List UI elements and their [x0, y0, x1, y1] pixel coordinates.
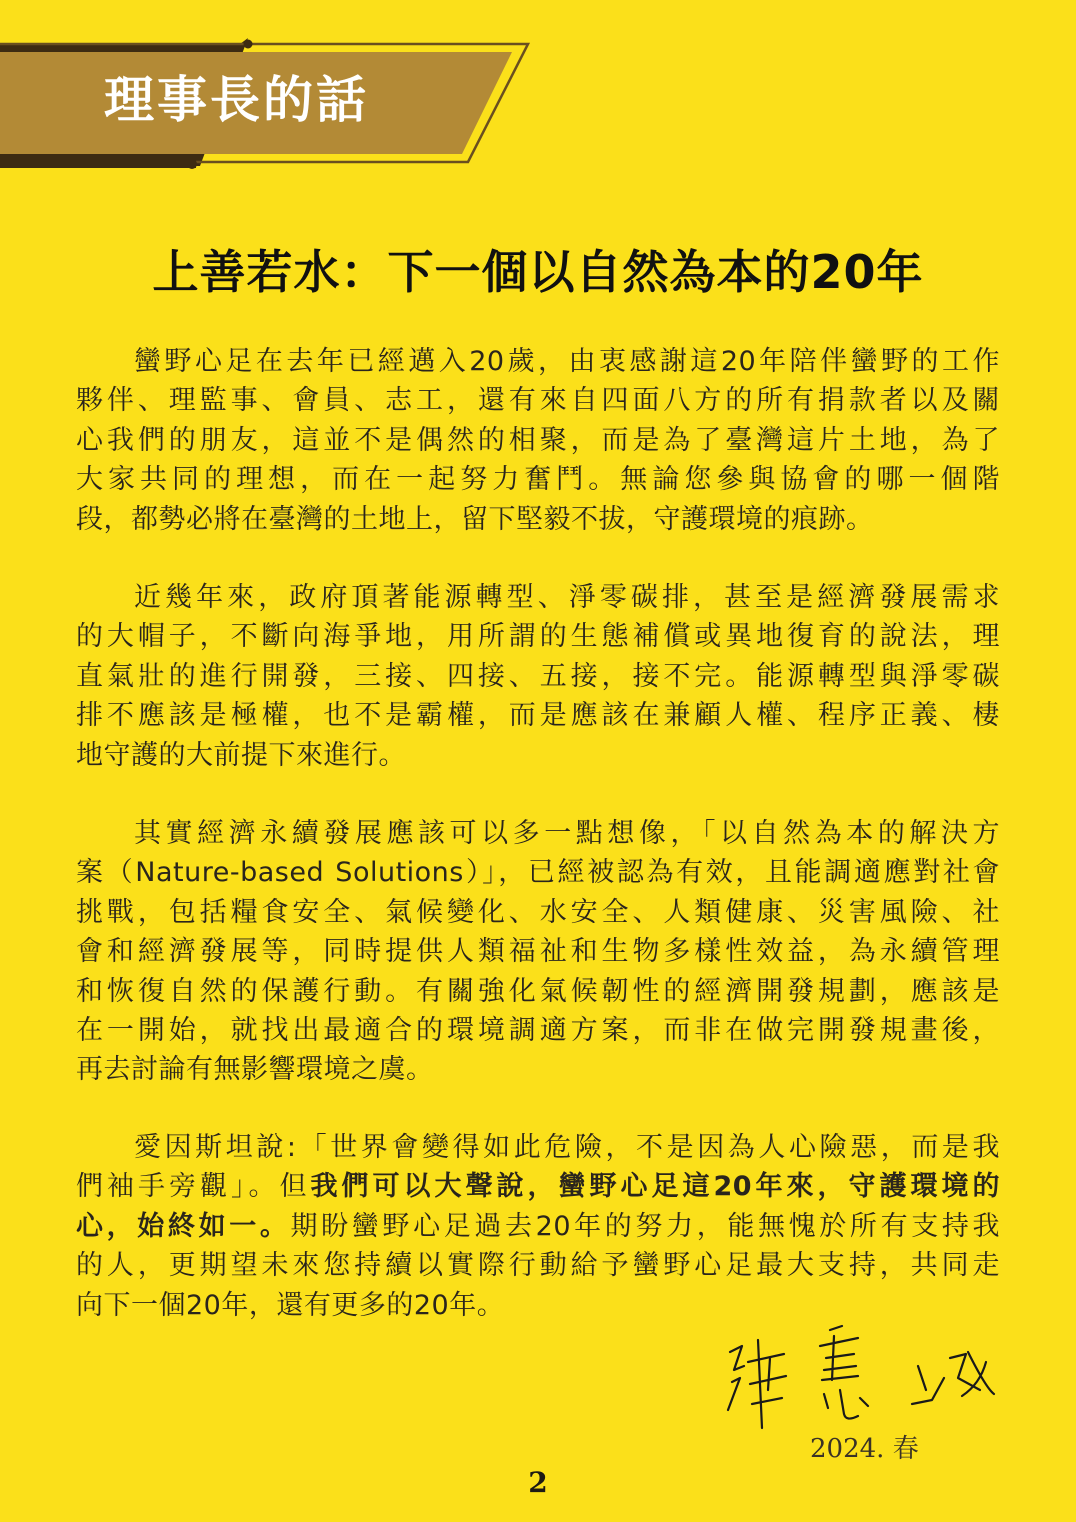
- paragraph-line: 再去討論有無影響環境之虞。: [76, 1054, 434, 1086]
- page-number: 2: [528, 1466, 548, 1499]
- banner-dot-top: [244, 40, 253, 49]
- signature-date: 2024. 春: [810, 1434, 919, 1464]
- paragraph-2: [76, 578, 1000, 775]
- paragraph-line: 挑戰，包括糧食安全、氣候變化、水安全、人類健康、災害風險、社: [76, 896, 1000, 928]
- banner-bottom-bar: [0, 156, 196, 168]
- paragraph-line: 愛因斯坦說:「世界會變得如此危險，不是因為人心險惡，而是我: [134, 1132, 1000, 1163]
- paragraph-line: 案（Nature-based Solutions）」，已經被認為有效，且能調適應對社會: [76, 857, 1000, 889]
- article-headline: 上善若水：下一個以自然為本的20年: [152, 245, 924, 299]
- paragraph-line: 的大帽子，不斷向海爭地，用所謂的生態補償或異地復育的說法，理: [76, 621, 1000, 653]
- plain-text: 期盼蠻野心足過去20年的努力，能無愧於所有支持我: [290, 1210, 1000, 1242]
- paragraph-line: 和恢復自然的保護行動。有關強化氣候韌性的經濟開發規劃，應該是: [76, 975, 1000, 1007]
- handwritten-signature: [718, 1318, 1008, 1438]
- paragraph-line-mixed: [76, 1207, 1000, 1246]
- paragraph-line: 排不應該是極權，也不是霸權，而是應該在兼顧人權、程序正義、棲: [76, 700, 1000, 732]
- banner-title: 理事長的話: [104, 71, 369, 129]
- paragraph-line: 的人，更期望未來您持續以實際行動給予蠻野心足最大支持，共同走: [76, 1250, 1000, 1282]
- paragraph-line: 地守護的大前提下來進行。: [76, 739, 406, 771]
- paragraph-line: 蠻野心足在去年已經邁入20歲，由衷感謝這20年陪伴蠻野的工作: [134, 346, 1000, 377]
- paragraph-line: 夥伴、理監事、會員、志工，還有來自四面八方的所有捐款者以及關: [76, 385, 1000, 417]
- paragraph-line: 直氣壯的進行開發，三接、四接、五接，接不完。能源轉型與淨零碳: [76, 660, 1000, 692]
- paragraph-line: 其實經濟永續發展應該可以多一點想像，「以自然為本的解決方: [134, 818, 1000, 849]
- paragraph-line: 近幾年來，政府頂著能源轉型、淨零碳排，甚至是經濟發展需求: [134, 582, 1000, 613]
- paragraph-line: 在一開始，就找出最適合的環境調適方案，而非在做完開發規畫後，: [76, 1014, 1000, 1046]
- paragraph-4: [76, 1128, 1000, 1325]
- bold-emphasis: 心，始終如一。: [76, 1210, 291, 1242]
- bold-emphasis: 我們可以大聲說，蠻野心足這20年來，守護環境的: [310, 1171, 1001, 1203]
- paragraph-line: 會和經濟發展等，同時提供人類福祉和生物多樣性效益，為永續管理: [76, 936, 1000, 968]
- paragraph-3: [76, 814, 1000, 1090]
- paragraph-line: 心我們的朋友，這並不是偶然的相聚，而是為了臺灣這片土地，為了: [76, 424, 1000, 456]
- paragraph-1: [76, 342, 1000, 539]
- plain-text: 們袖手旁觀」。但: [76, 1171, 311, 1203]
- paragraph-line-mixed: [76, 1167, 1000, 1206]
- paragraph-line: 段，都勢必將在臺灣的土地上，留下堅毅不拔，守護環境的痕跡。: [76, 503, 874, 535]
- paragraph-line: 向下一個20年，還有更多的20年。: [76, 1289, 505, 1321]
- paragraph-line: 大家共同的理想，而在一起努力奮鬥。無論您參與協會的哪一個階: [76, 464, 1000, 496]
